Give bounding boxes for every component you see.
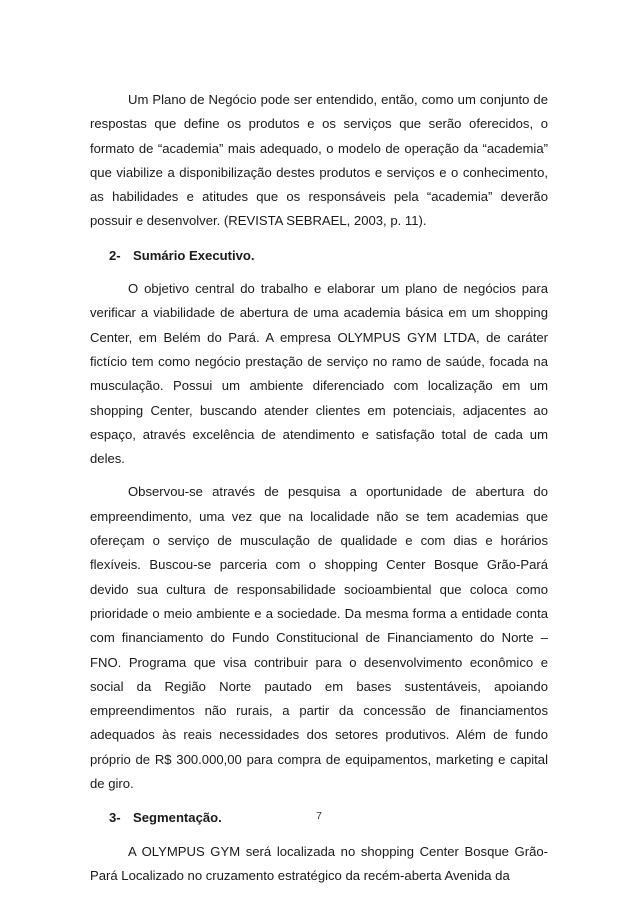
- section-title: Segmentação.: [133, 810, 222, 826]
- document-page: [90, 88, 548, 888]
- section-title: Sumário Executivo.: [133, 247, 255, 263]
- section-number: 3-: [109, 810, 121, 826]
- paragraph-pesquisa: Observou-se através de pesquisa a oportunidade de abertura do empreendimento, uma vez que na localidade não se tem academias que ofereçam o serviço de musculação de qualidade e com dias e horários flexíveis. Buscou-se parceria com o shopping Center Bosque Grão-Pará devido sua cultura de responsabilidade socioambiental que coloca como prioridade o meio ambiente e a sociedade. Da mesma forma a entidade conta com financiamento do Fundo Constitucional de Financiamento do Norte – FNO. Programa que visa contribuir para o desenvolvimento econômico e social da Região Norte pautado em bases sustentáveis, apoiando empreendimentos não rurais, a partir da concessão de financiamentos adequados às reais necessidades dos setores produtivos. Além de fundo próprio de R$ 300.000,00 para compra de equipamentos, marketing e capital de giro.: [90, 484, 548, 792]
- paragraph-objetivo-central: O objetivo central do trabalho e elaborar um plano de negócios para verificar a viabilidade de abertura de uma academia básica em um shopping Center, em Belém do Pará. A empresa OLYMPUS GYM LTDA, de caráter fictício tem como negócio prestação de serviço no ramo de saúde, focada na musculação. Possui um ambiente diferenciado com localização em um shopping Center, buscando atender clientes em potenciais, adjacentes ao espaço, através excelência de atendimento e satisfação total de cada um deles.: [90, 281, 548, 467]
- paragraph-localizacao: A OLYMPUS GYM será localizada no shopping Center Bosque Grão-Pará Localizado no cruzamento estratégico da recém-aberta Avenida da: [90, 843, 548, 883]
- section-heading-sumario-executivo: [90, 244, 548, 268]
- page-number: 7: [316, 810, 322, 822]
- paragraph-plano-de-negocio: Um Plano de Negócio pode ser entendido, então, como um conjunto de respostas que define os produtos e os serviços que serão oferecidos, o formato de “academia” mais adequado, o modelo de operação da “academia” que viabilize a disponibilização destes produtos e serviços e o conhecimento, as habilidades e atitudes que os responsáveis pela “academia” deverão possuir e desenvolver. (REVISTA SEBRAEL, 2003, p. 11).: [90, 92, 548, 229]
- section-number: 2-: [109, 247, 121, 263]
